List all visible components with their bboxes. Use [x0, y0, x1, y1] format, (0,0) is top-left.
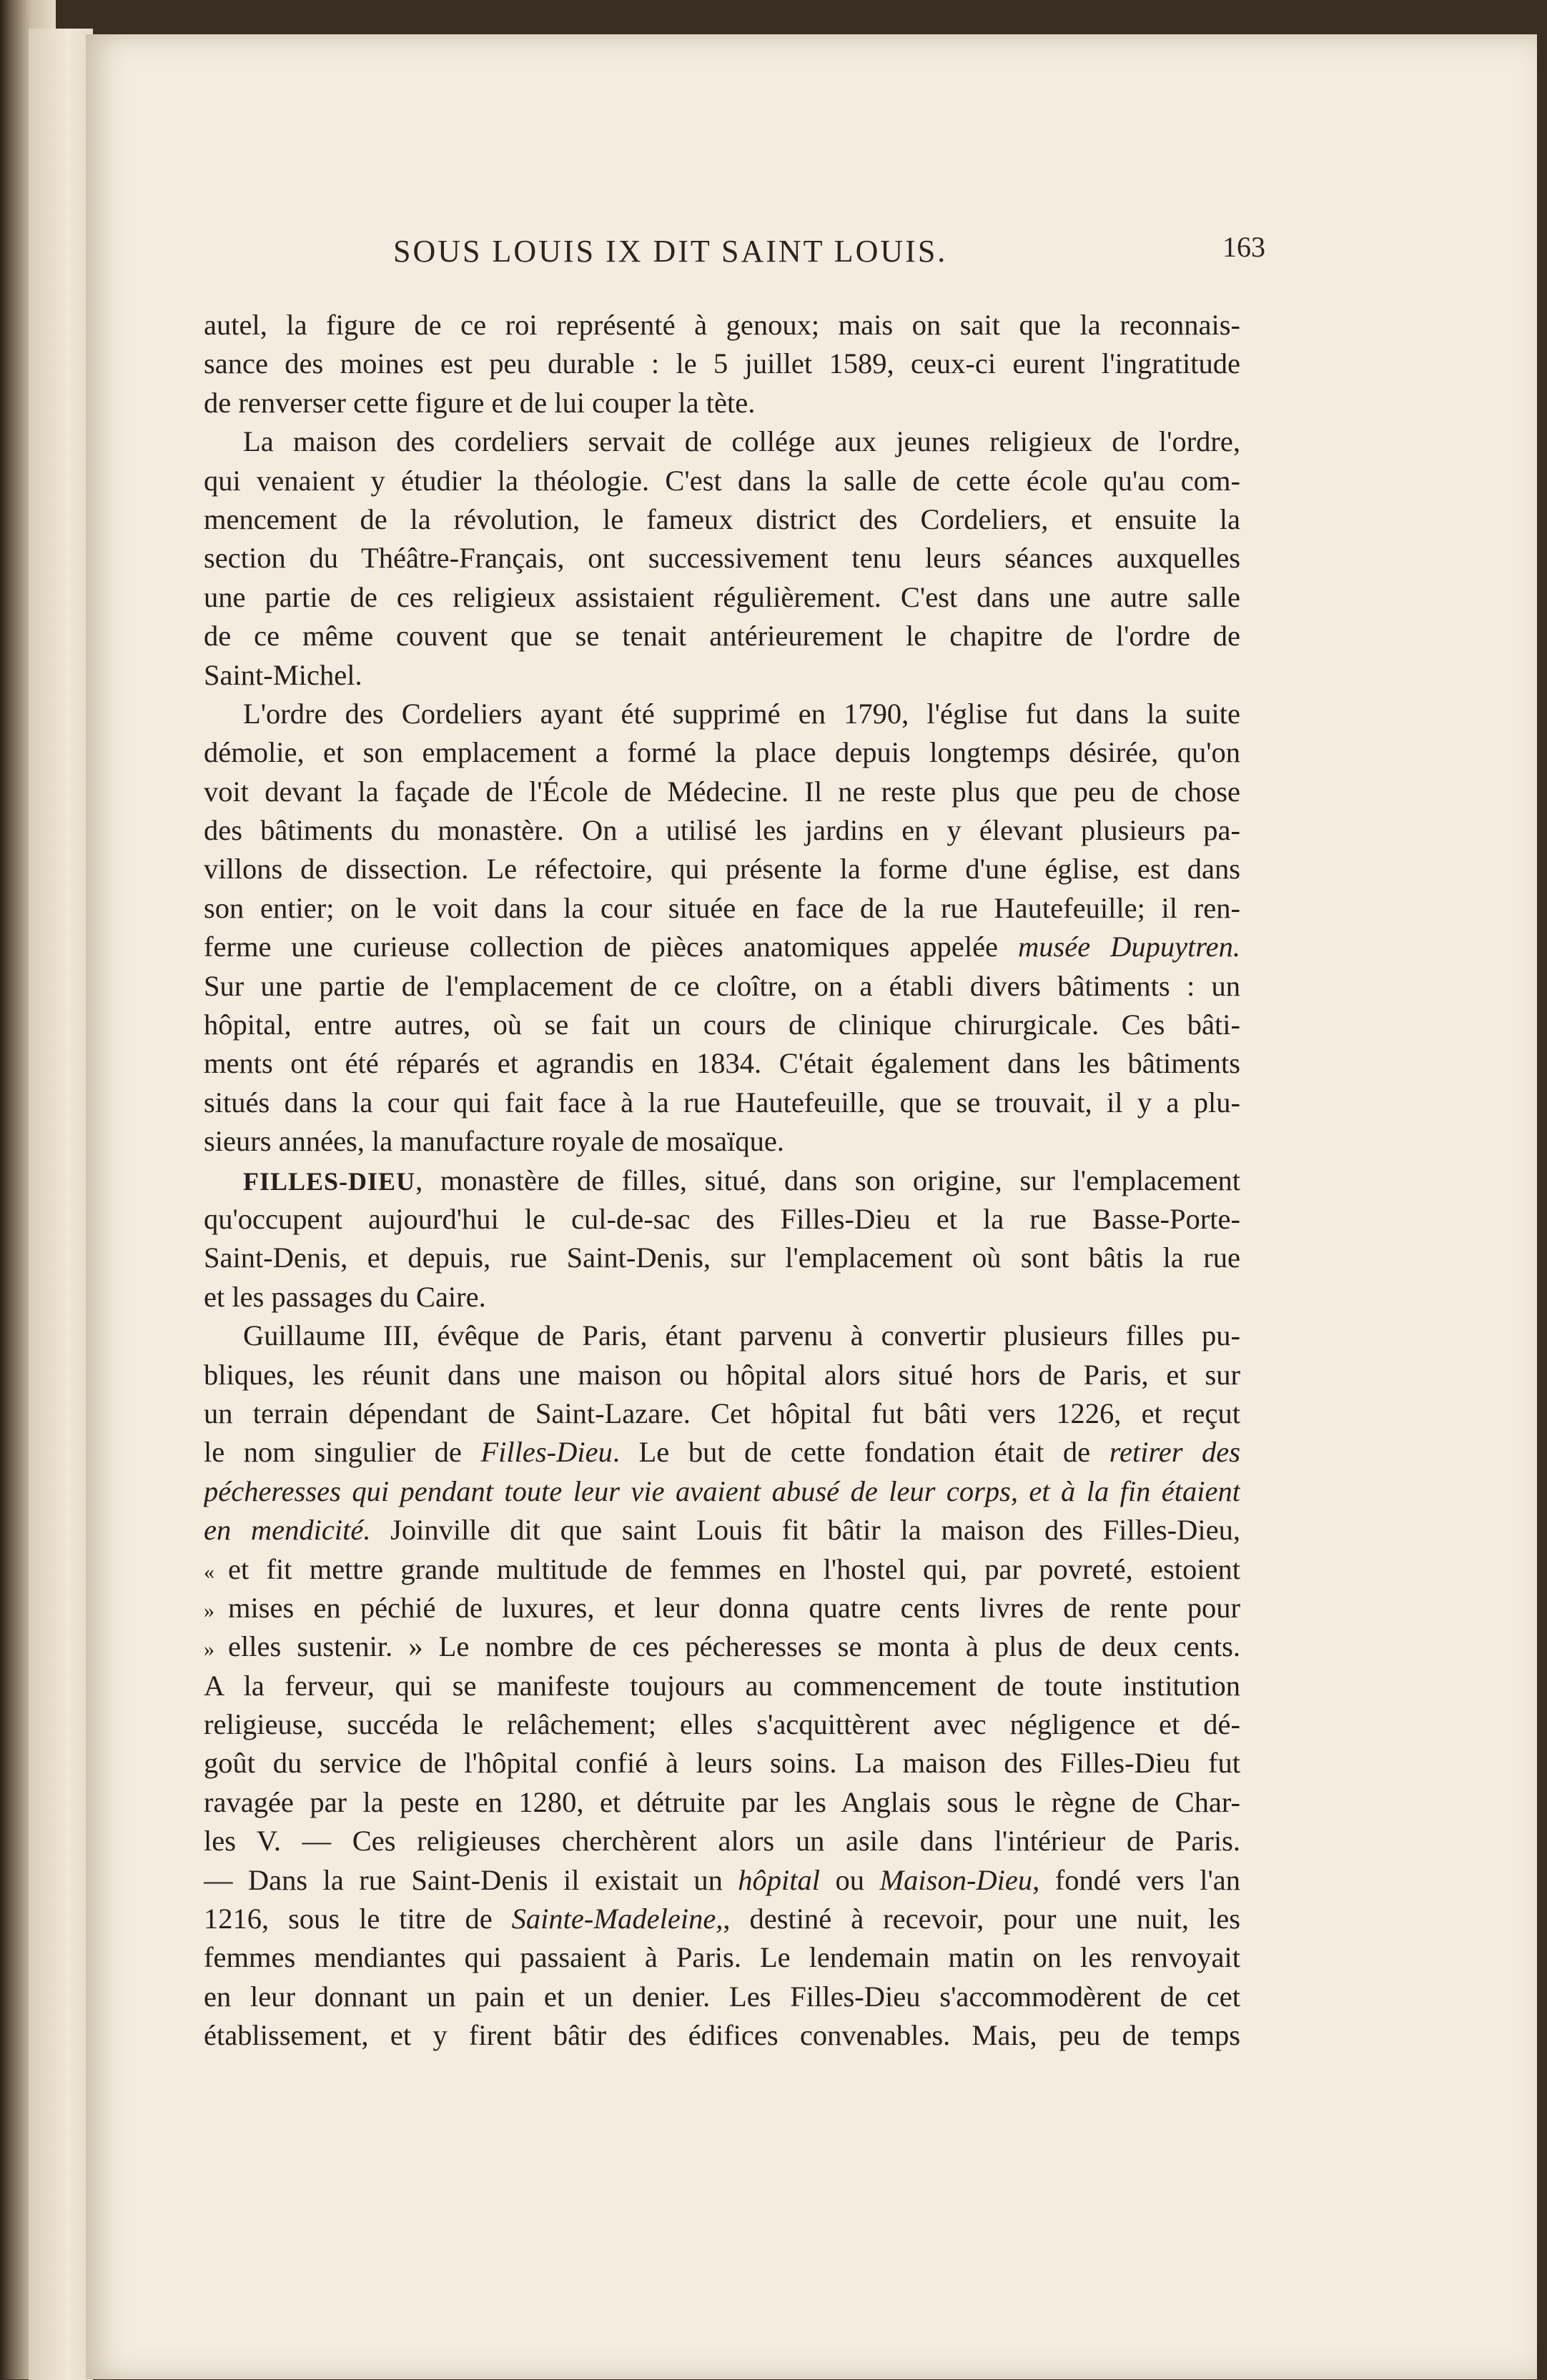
- text-line: section du Théâtre-Français, ont successivement tenu leurs séances auxquelles: [204, 542, 1240, 575]
- quote-mark: »: [408, 1630, 423, 1663]
- text-line: [204, 1861, 1240, 1900]
- body-text: [204, 306, 1240, 2056]
- text-segment: et fit mettre grande multitude de femmes en l'hostel qui, par povreté, estoient: [228, 1552, 1240, 1585]
- text-segment: . Le but de cette fondation était de: [612, 1436, 1091, 1469]
- text-line: Sur une partie de l'emplacement de ce cloître, on a établi divers bâtiments : un: [204, 969, 1240, 1002]
- text-line: un terrain dépendant de Saint-Lazare. Cet hôpital fut bâti vers 1226, et reçut: [204, 1397, 1240, 1429]
- text-line: et les passages du Caire.: [204, 1280, 486, 1313]
- text-line: [204, 1627, 1240, 1666]
- text-line: ravagée par la peste en 1280, et détruite par les Anglais sous le règne de Char-: [204, 1785, 1240, 1818]
- text-segment: Joinville dit que saint Louis fit bâtir la maison des Filles-Dieu,: [390, 1514, 1240, 1547]
- text-segment: elles sustenir.: [228, 1630, 393, 1663]
- italic-term: hôpital: [738, 1863, 821, 1896]
- text-line: sance des moines est peu durable : le 5 juillet 1589, ceux-ci eurent l'ingratitude: [204, 347, 1240, 380]
- text-line: ments ont été réparés et agrandis en 1834. C'était également dans les bâtiments: [204, 1047, 1240, 1080]
- text-line: religieuse, succéda le relâchement; elles s'acquittèrent avec négligence et dé-: [204, 1708, 1240, 1741]
- text-line: goût du service de l'hôpital confié à leurs soins. La maison des Filles-Dieu fut: [204, 1747, 1240, 1780]
- italic-term: pécheresses qui pendant toute leur vie avaient abusé de leur corps, et à la fin étaient: [204, 1474, 1240, 1507]
- text-line: des bâtiments du monastère. On a utilisé les jardins en y élevant plusieurs pa-: [204, 814, 1240, 847]
- running-head: SOUS LOUIS IX DIT SAINT LOUIS.: [393, 234, 948, 269]
- text-line: [204, 1589, 1240, 1627]
- italic-term: musée Dupuytren.: [1018, 931, 1240, 963]
- text-line: villons de dissection. Le réfectoire, qui présente la forme d'une église, est dans: [204, 853, 1240, 886]
- text-line: [204, 1511, 1240, 1550]
- text-line: Saint-Michel.: [204, 658, 362, 691]
- quote-mark: »: [204, 1598, 214, 1622]
- italic-term: Filles-Dieu: [480, 1436, 613, 1469]
- text-segment: — Dans la rue Saint-Denis il existait un: [204, 1863, 723, 1896]
- text-line: La maison des cordeliers servait de collége aux jeunes religieux de l'ordre,: [243, 425, 1240, 458]
- left-page-edge: [29, 29, 93, 2380]
- text-segment: ferme une curieuse collection de pièces anatomiques appelée: [204, 931, 999, 963]
- italic-term: Maison-Dieu: [879, 1863, 1033, 1896]
- text-line: son entier; on le voit dans la cour située en face de la rue Hautefeuille; il ren-: [204, 891, 1240, 924]
- text-line: [204, 1472, 1240, 1511]
- text-segment: , destiné à recevoir, pour une nuit, les: [723, 1903, 1240, 1935]
- text-line: qui venaient y étudier la théologie. C'est dans la salle de cette école qu'au com-: [204, 464, 1240, 497]
- text-line: de ce même couvent que se tenait antérieurement le chapitre de l'ordre de: [204, 620, 1240, 653]
- page-number: 163: [1222, 231, 1265, 263]
- text-segment: le nom singulier de: [204, 1436, 462, 1469]
- text-line: [204, 1161, 1240, 1200]
- text-line: de renverser cette figure et de lui couper la tète.: [204, 386, 756, 419]
- entry-heading: FILLES-DIEU: [243, 1166, 416, 1196]
- quote-mark: »: [204, 1637, 214, 1662]
- text-line: [204, 1900, 1240, 1938]
- text-segment: Le nombre de ces pécheresses se monta à plus de deux cents.: [438, 1630, 1240, 1663]
- page-header: [107, 230, 1265, 280]
- text-line: [204, 928, 1240, 966]
- text-line: situés dans la cour qui fait face à la rue Hautefeuille, que se trouvait, il y a plu-: [204, 1086, 1240, 1119]
- text-line: hôpital, entre autres, où se fait un cours de clinique chirurgicale. Ces bâti-: [204, 1008, 1240, 1041]
- text-line: A la ferveur, qui se manifeste toujours au commencement de toute institution: [204, 1669, 1240, 1702]
- italic-term: retirer des: [1109, 1436, 1240, 1469]
- text-line: en leur donnant un pain et un denier. Les Filles-Dieu s'accommodèrent de cet: [204, 1980, 1240, 2013]
- text-line: bliques, les réunit dans une maison ou hôpital alors situé hors de Paris, et sur: [204, 1358, 1240, 1391]
- text-line: démolie, et son emplacement a formé la place depuis longtemps désirée, qu'on: [204, 736, 1240, 769]
- text-line: qu'occupent aujourd'hui le cul-de-sac des Filles-Dieu et la rue Basse-Porte-: [204, 1202, 1240, 1235]
- text-line: établissement, et y firent bâtir des édifices convenables. Mais, peu de temps: [204, 2019, 1240, 2052]
- text-line: autel, la figure de ce roi représenté à genoux; mais on sait que la reconnais-: [204, 309, 1240, 341]
- text-line: Saint-Denis, et depuis, rue Saint-Denis, sur l'emplacement où sont bâtis la rue: [204, 1241, 1240, 1274]
- text-line: Guillaume III, évêque de Paris, étant parvenu à convertir plusieurs filles pu-: [243, 1319, 1240, 1352]
- text-segment: , fondé vers l'an: [1032, 1863, 1240, 1896]
- text-segment: ou: [835, 1863, 864, 1896]
- text-segment: 1216, sous le titre de: [204, 1903, 493, 1935]
- text-line: L'ordre des Cordeliers ayant été supprimé en 1790, l'église fut dans la suite: [243, 697, 1240, 730]
- text-line: une partie de ces religieux assistaient régulièrement. C'est dans une autre salle: [204, 580, 1240, 613]
- text-line: [204, 1550, 1240, 1589]
- text-line: sieurs années, la manufacture royale de mosaïque.: [204, 1125, 784, 1158]
- text-line: [204, 1433, 1240, 1472]
- quote-mark: «: [204, 1560, 214, 1584]
- text-segment: mises en péchié de luxures, et leur donna quatre cents livres de rente pour: [228, 1591, 1240, 1624]
- text-line: femmes mendiantes qui passaient à Paris. Le lendemain matin on les renvoyait: [204, 1941, 1240, 1974]
- italic-term: en mendicité.: [204, 1514, 371, 1547]
- text-line: mencement de la révolution, le fameux district des Cordeliers, et ensuite la: [204, 502, 1240, 535]
- text-segment: , monastère de filles, situé, dans son origine, sur l'emplacement: [415, 1164, 1240, 1196]
- text-line: les V. — Ces religieuses cherchèrent alors un asile dans l'intérieur de Paris.: [204, 1825, 1240, 1858]
- text-line: voit devant la façade de l'École de Médecine. Il ne reste plus que peu de chose: [204, 775, 1240, 808]
- italic-term: Sainte-Madeleine,: [511, 1903, 723, 1935]
